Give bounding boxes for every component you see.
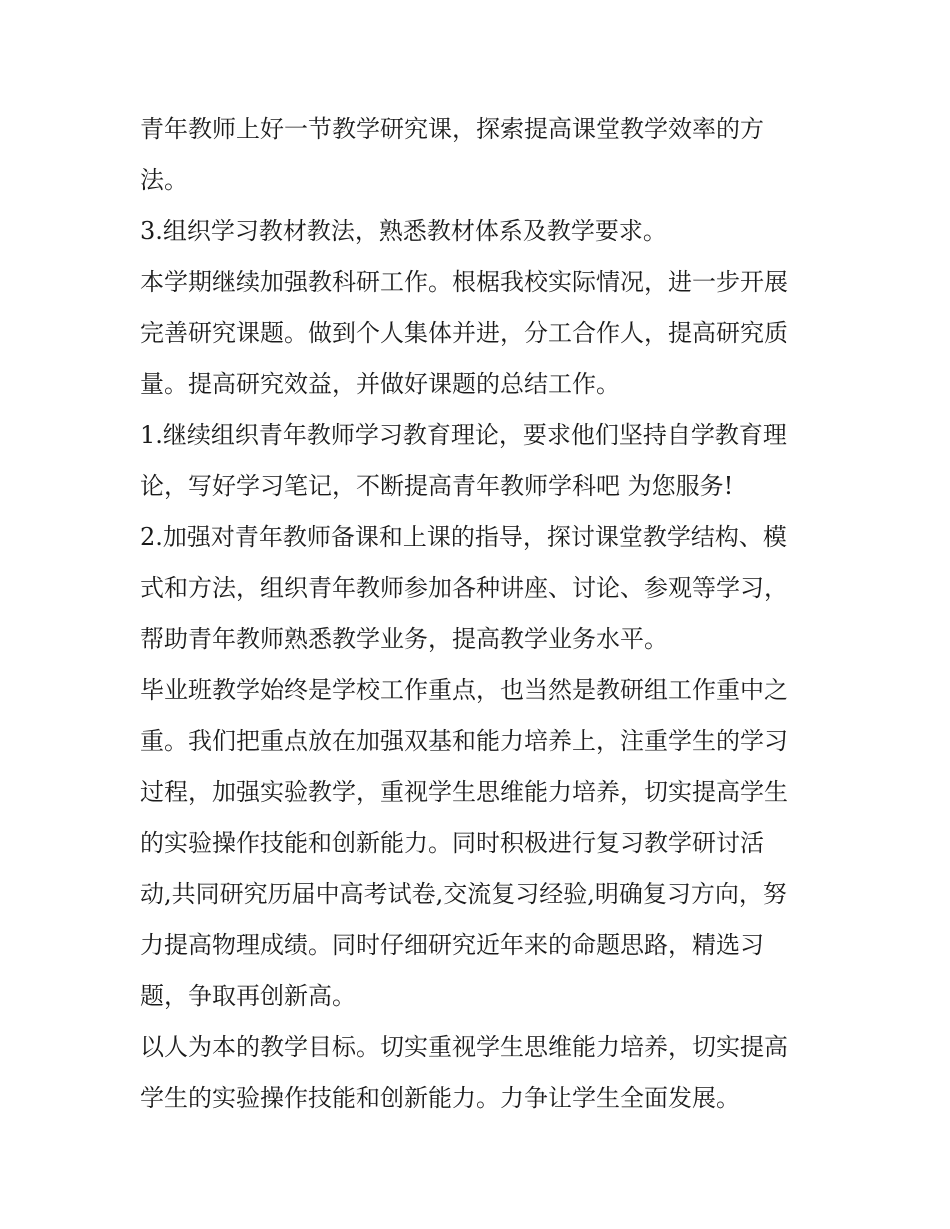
text-line: 完善研究课题。做到个人集体并进，分工合作人，提高研究质: [140, 319, 788, 347]
text-line: 青年教师上好一节教学研究课，探索提高课堂教学效率的方: [140, 115, 764, 143]
text-line: 法。: [140, 166, 188, 194]
text-line: 3.组织学习教材教法，熟悉教材体系及教学要求。: [140, 217, 667, 245]
text-line: 重。我们把重点放在加强双基和能力培养上，注重学生的学习: [140, 727, 788, 755]
text-line: 学生的实验操作技能和创新能力。力争让学生全面发展。: [140, 1084, 740, 1112]
text-line: 题，争取再创新高。: [140, 982, 356, 1010]
text-line: 力提高物理成绩。同时仔细研究近年来的命题思路，精选习: [140, 931, 764, 959]
text-line: 1.继续组织青年教师学习教育理论，要求他们坚持自学教育理: [140, 421, 787, 449]
text-line: 量。提高研究效益，并做好课题的总结工作。: [140, 370, 620, 398]
text-line: 的实验操作技能和创新能力。同时积极进行复习教学研讨活: [140, 829, 764, 857]
text-line: 动,共同研究历届中高考试卷,交流复习经验,明确复习方向，努: [140, 880, 787, 908]
text-line: 式和方法，组织青年教师参加各种讲座、讨论、参观等学习，: [140, 574, 788, 602]
text-line: 论，写好学习笔记，不断提高青年教师学科吧 为您服务!: [140, 472, 734, 500]
text-line: 2.加强对青年教师备课和上课的指导，探讨课堂教学结构、模: [140, 523, 787, 551]
document-body: [140, 104, 820, 1124]
text-line: 帮助青年教师熟悉教学业务，提高教学业务水平。: [140, 625, 668, 653]
text-line: 本学期继续加强教科研工作。根椐我校实际情况，进一步开展: [140, 268, 788, 296]
text-line: 毕业班教学始终是学校工作重点，也当然是教研组工作重中之: [140, 676, 788, 704]
text-line: 过程，加强实验教学，重视学生思维能力培养，切实提高学生: [140, 778, 788, 806]
text-line: 以人为本的教学目标。切实重视学生思维能力培养，切实提高: [140, 1033, 788, 1061]
